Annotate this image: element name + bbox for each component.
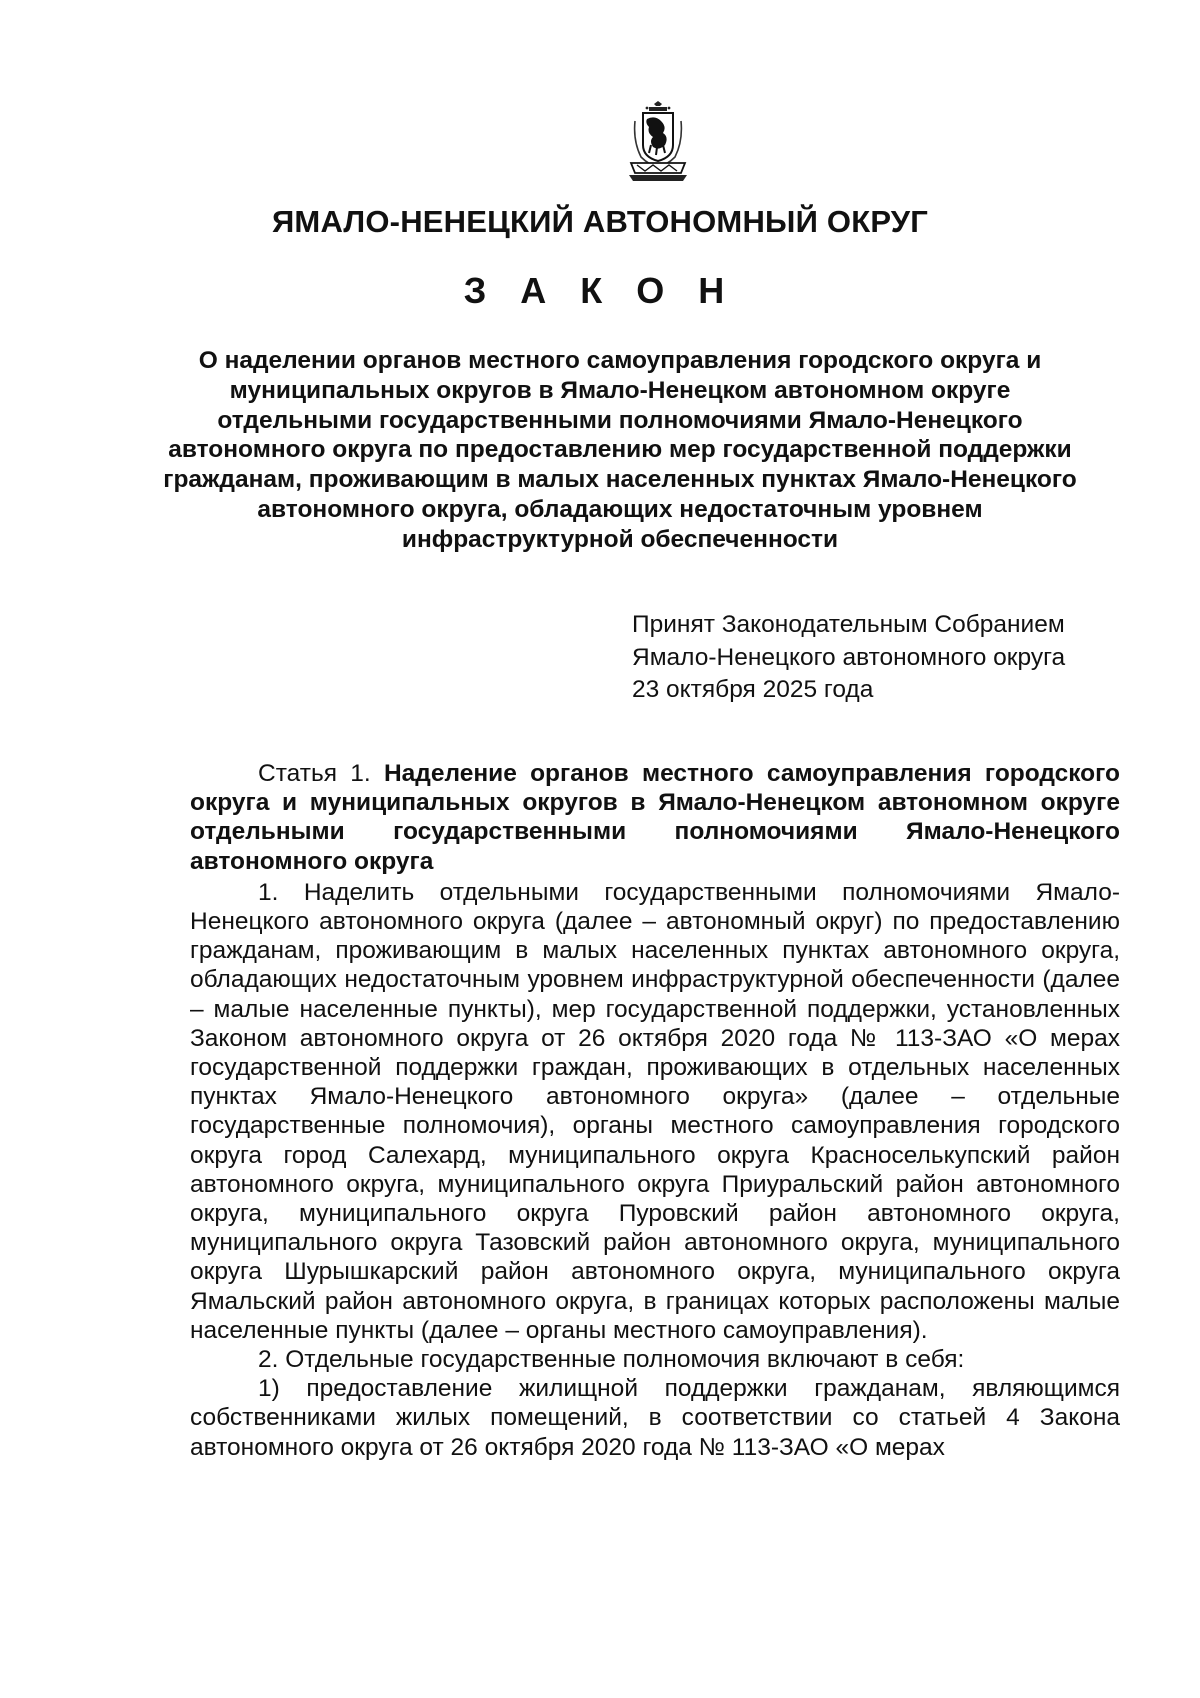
article-paragraph: 1) предоставление жилищной поддержки гражданам, являющимся собственниками жилых помещений, в соответствии со статьей 4 Закона автономного округа от 26 октября 2020 года № 113-ЗАО «О мерах [190, 1375, 1120, 1461]
article-paragraph: 1. Наделить отдельными государственными полномочиями Ямало-Ненецкого автономного округа (далее – автономный округ) по предоставлению гражданам, проживающим в малых населенных пунктах автономного округа, обладающих недостаточным уровнем инфраструктурной обеспеченности (далее – малые населенные пункты), мер государственной поддержки, установленных Законом автономного округа от 26 октября 2020 года № 113-ЗАО «О мерах государственной поддержки граждан, проживающих в отдельных населенных пунктах Ямало-Ненецкого автономного округа» (далее – отдельные государственные полномочия), органы местного самоуправления городского округа город Салехард, муниципального округа Красноселькупский район автономного округа, муниципального округа Приуральский район автономного округа, муниципального округа Пуровский район автономного округа, муниципального округа Тазовский район автономного округа, муниципального округа Шурышкарский район автономного округа, муниципального округа Ямальский район автономного округа, в границах которых расположены малые населенные пункты (далее – органы местного самоуправления). [190, 878, 1120, 1344]
region-heading: ЯМАЛО-НЕНЕЦКИЙ АВТОНОМНЫЙ ОКРУГ [271, 204, 929, 239]
adoption-note [632, 609, 1065, 707]
article-title: Наделение органов местного самоуправления городского округа и муниципальных округов в Ямало-Ненецком автономном округе отдельными государственными полномочиями Ямало-Ненецкого автономного округа [190, 760, 1120, 875]
document-type-heading: З А К О Н [463, 270, 737, 311]
adoption-line: Ямало-Ненецкого автономного округа [632, 643, 1066, 671]
adoption-line: Принят Законодательным Собранием [632, 611, 1065, 638]
law-title: О наделении органов местного самоуправления городского округа и муниципальных округов в Ямало-Ненецком автономном округе отдельными государственными полномочиями Ямало-Ненецкого автономного округа по предоставлению мер государственной поддержки гражданам, проживающим в малых населенных пунктах Ямало-Ненецкого автономного округа, обладающих недостаточным уровнем инфраструктурной обеспеченности [163, 347, 1077, 553]
article-number: Статья 1. [258, 760, 371, 787]
article-1 [190, 759, 1120, 1462]
adoption-date: 23 октября 2025 года [632, 676, 874, 703]
coat-of-arms-icon [623, 101, 693, 183]
article-paragraph: 2. Отдельные государственные полномочия включают в себя: [258, 1346, 965, 1374]
article-heading [190, 759, 1120, 876]
